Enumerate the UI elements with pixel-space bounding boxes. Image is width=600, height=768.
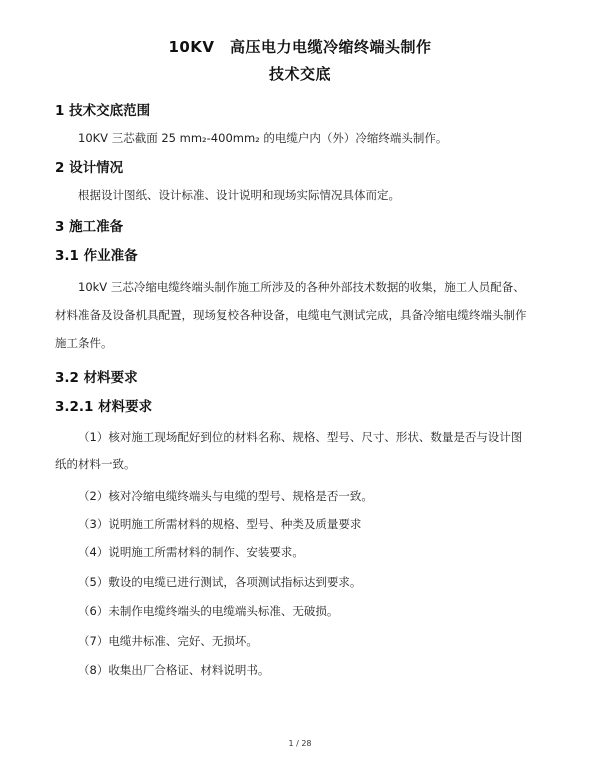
section-heading-3-2-1: 3.2.1 材料要求 bbox=[55, 399, 153, 415]
list-item: （5）敷设的电缆已进行测试，各项测试指标达到要求。 bbox=[78, 575, 362, 589]
section-heading-3-2: 3.2 材料要求 bbox=[55, 370, 138, 386]
page-number: 1 / 28 bbox=[288, 739, 312, 748]
list-item: 纸的材料一致。 bbox=[55, 457, 136, 471]
document-subtitle: 技术交底 bbox=[268, 65, 331, 83]
document-title: 10KV 高压电力电缆冷缩终端头制作 bbox=[168, 38, 432, 56]
section-1-text: 10KV 三芯截面 25 mm₂-400mm₂ 的电缆户内（外）冷缩终端头制作。 bbox=[78, 131, 448, 145]
section-3-1-line-2: 材料准备及设备机具配置，现场复校各种设备，电缆电气测试完成，具备冷缩电缆终端头制作 bbox=[55, 308, 527, 322]
section-3-1-line-3: 施工条件。 bbox=[55, 336, 113, 350]
list-item: （3）说明施工所需材料的规格、型号、种类及质量要求 bbox=[78, 517, 362, 531]
list-item: （4）说明施工所需材料的制作、安装要求。 bbox=[78, 545, 304, 559]
section-heading-3: 3 施工准备 bbox=[55, 219, 124, 235]
section-3-1-line-1: 10kV 三芯冷缩电缆终端头制作施工所涉及的各种外部技术数据的收集，施工人员配备、 bbox=[78, 280, 525, 294]
list-item: （8）收集出厂合格证、材料说明书。 bbox=[78, 663, 270, 677]
list-item: （2）核对冷缩电缆终端头与电缆的型号、规格是否一致。 bbox=[78, 489, 373, 503]
list-item: （6）未制作电缆终端头的电缆端头标准、无破损。 bbox=[78, 604, 339, 618]
list-item: （1）核对施工现场配好到位的材料名称、规格、型号、尺寸、形状、数量是否与设计图 bbox=[78, 430, 523, 444]
section-2-text: 根据设计图纸、设计标准、设计说明和现场实际情况具体而定。 bbox=[78, 188, 400, 202]
list-item: （7）电缆井标准、完好、无损坏。 bbox=[78, 634, 258, 648]
section-heading-1: 1 技术交底范围 bbox=[55, 103, 151, 119]
section-heading-2: 2 设计情况 bbox=[55, 160, 124, 176]
section-heading-3-1: 3.1 作业准备 bbox=[55, 248, 138, 264]
